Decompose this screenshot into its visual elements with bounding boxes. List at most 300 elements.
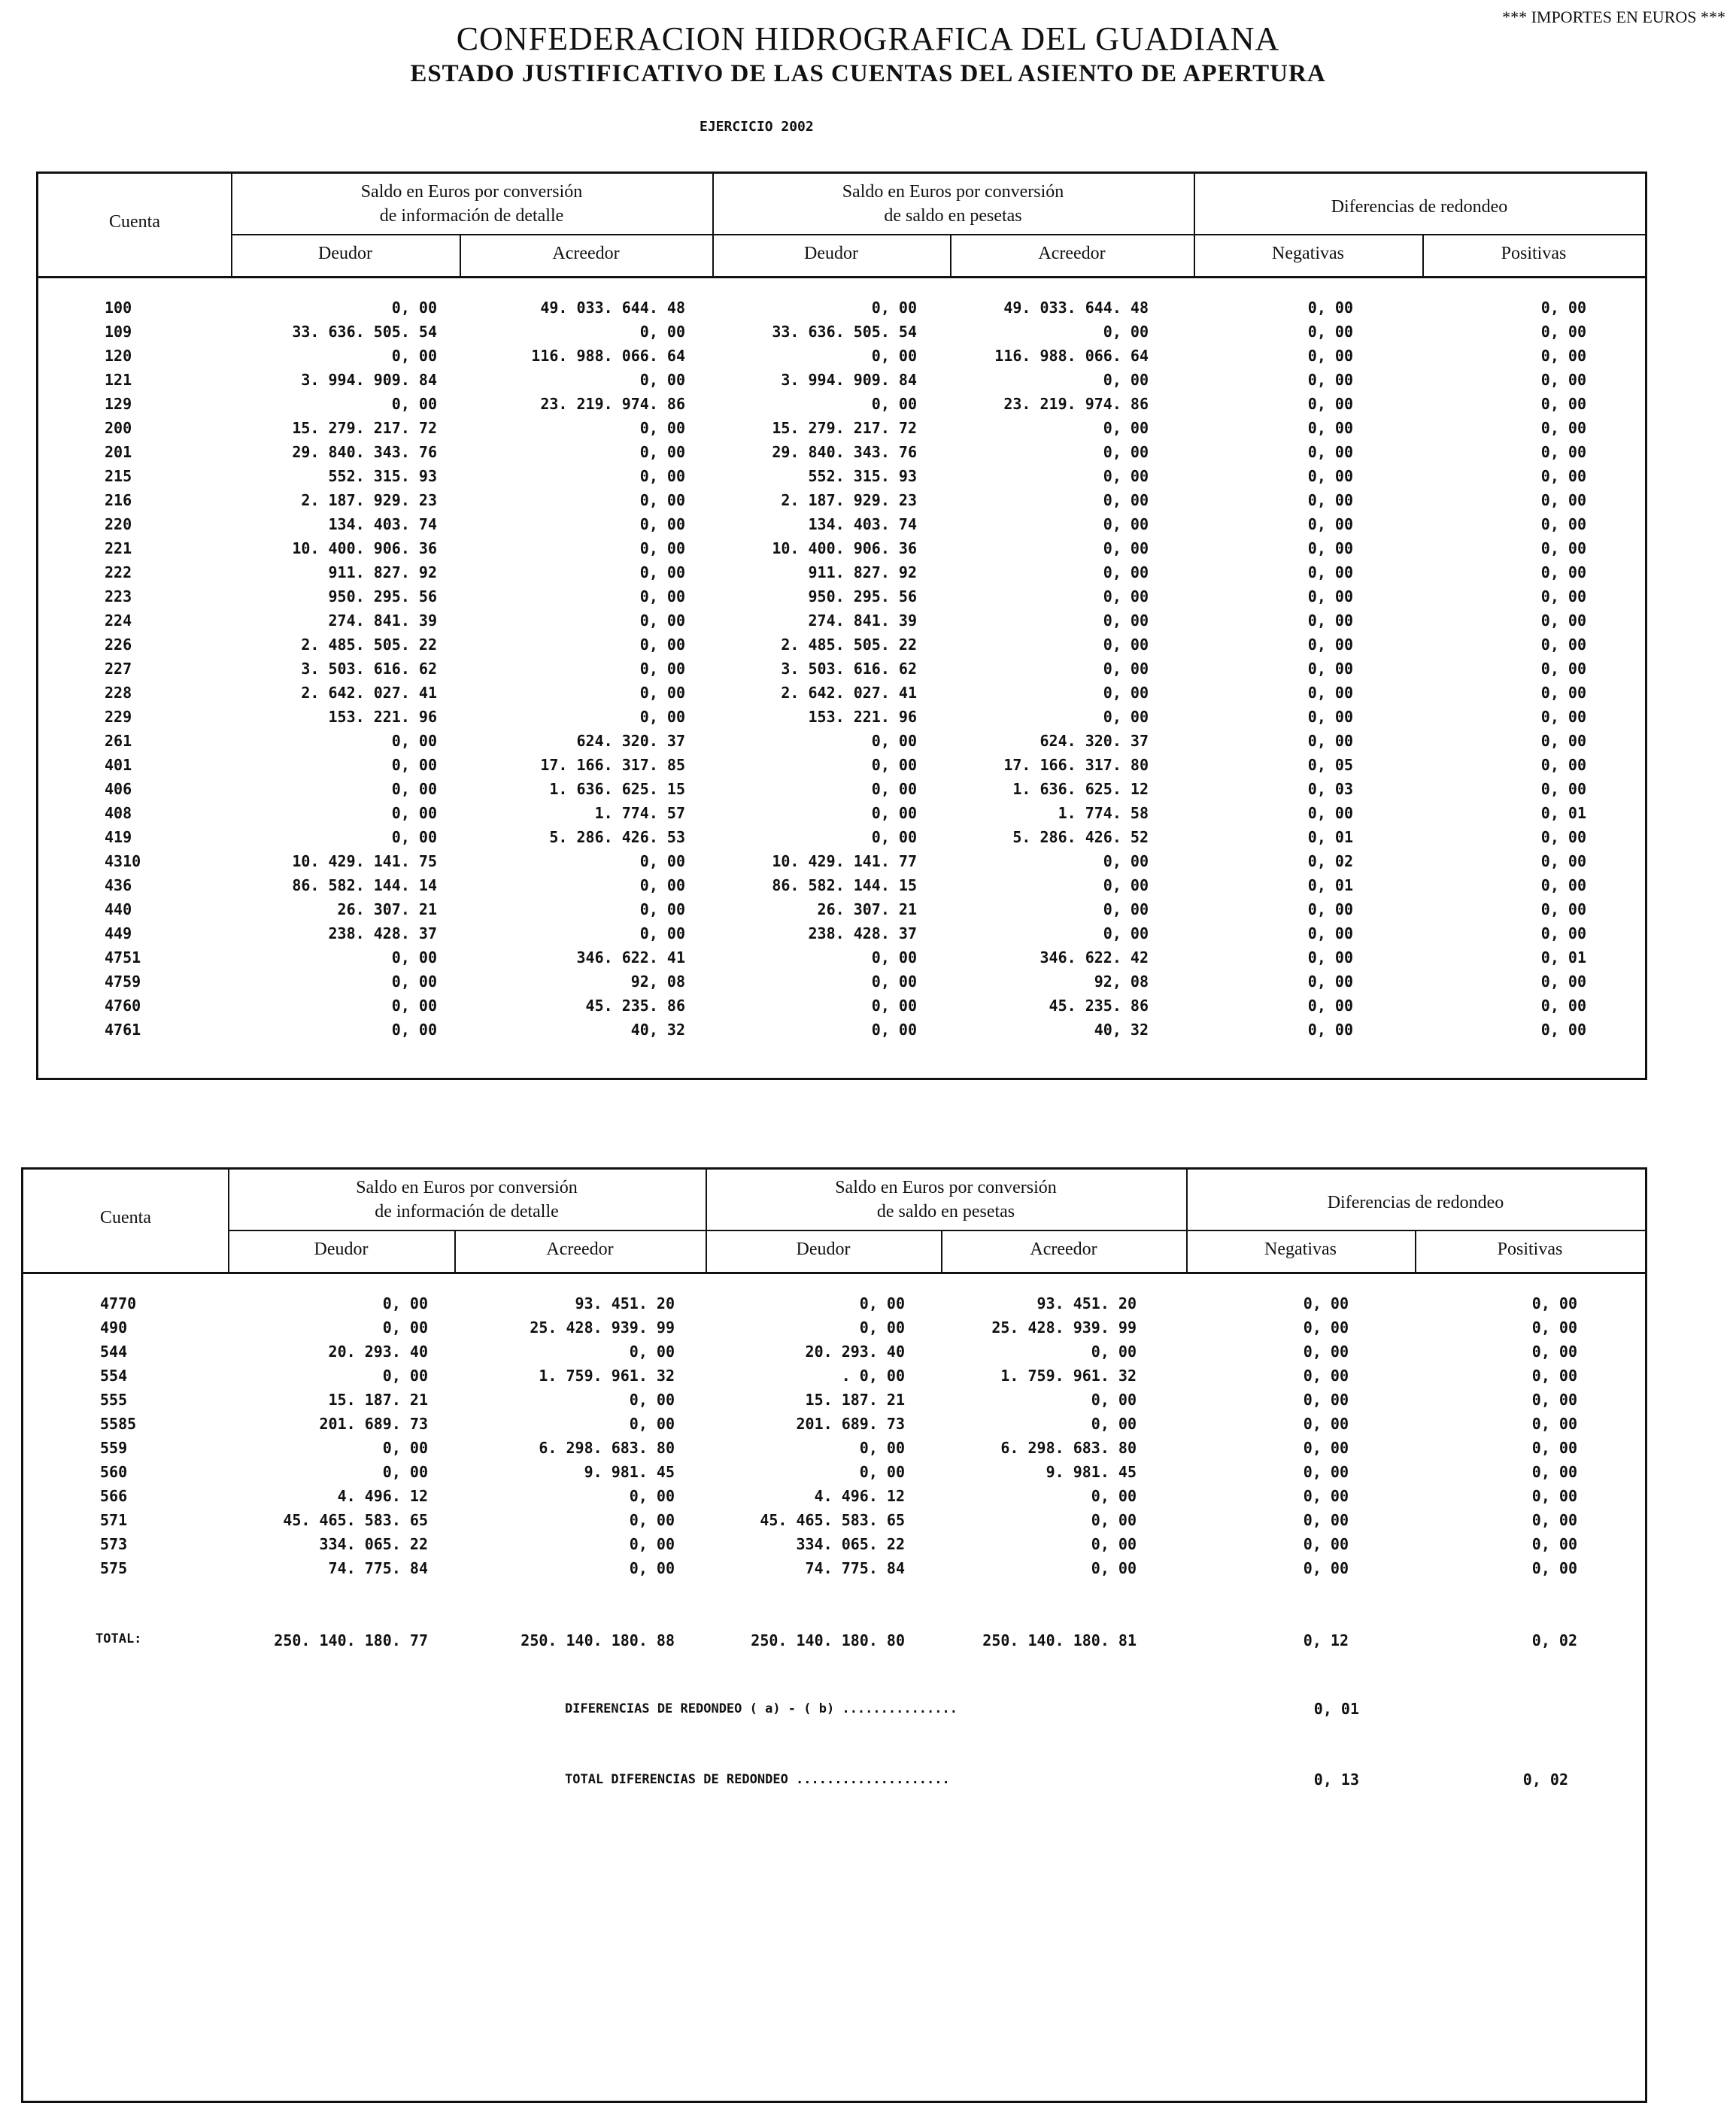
cell-pesetas-deudor: 0, 00: [871, 299, 917, 317]
cell-detalle-acreedor: 9. 981. 45: [584, 1463, 675, 1481]
cell-detalle-acreedor: 0, 00: [639, 900, 685, 918]
table-row: [38, 801, 1618, 825]
header-acreedor: Acreedor: [1038, 244, 1106, 263]
cell-detalle-acreedor: 5. 286. 426. 53: [549, 828, 685, 846]
cell-redondeo-negativas: 0, 00: [1303, 1294, 1349, 1312]
cell-cuenta: 228: [105, 684, 132, 702]
cell-detalle-deudor: 0, 00: [391, 1021, 437, 1039]
cell-pesetas-deudor: 238. 428. 37: [808, 924, 917, 942]
header-group-redondeo: Diferencias de redondeo: [1327, 1193, 1504, 1212]
table-row: [38, 440, 1618, 464]
cell-detalle-acreedor: 0, 00: [639, 636, 685, 654]
cell-detalle-acreedor: 49. 033. 644. 48: [540, 299, 685, 317]
cell-pesetas-acreedor: 25. 428. 939. 99: [991, 1318, 1137, 1337]
cell-redondeo-negativas: 0, 00: [1307, 732, 1353, 750]
cell-redondeo-positivas: 0, 01: [1540, 948, 1586, 966]
cell-pesetas-deudor: 0, 00: [871, 732, 917, 750]
cell-cuenta: 401: [105, 756, 132, 774]
cell-cuenta: 109: [105, 323, 132, 341]
cell-pesetas-deudor: 0, 00: [859, 1463, 905, 1481]
rounding-difference-label: DIFERENCIAS DE REDONDEO ( a) - ( b) ...............: [565, 1701, 958, 1716]
cell-pesetas-deudor: 0, 00: [871, 804, 917, 822]
cell-redondeo-negativas: 0, 00: [1307, 636, 1353, 654]
cell-redondeo-negativas: 0, 05: [1307, 756, 1353, 774]
cell-redondeo-negativas: 0, 00: [1303, 1535, 1349, 1553]
cell-pesetas-acreedor: 0, 00: [1091, 1535, 1137, 1553]
cell-redondeo-negativas: 0, 02: [1307, 852, 1353, 870]
cell-pesetas-acreedor: 0, 00: [1091, 1511, 1137, 1529]
cell-redondeo-positivas: 0, 00: [1540, 828, 1586, 846]
accounts-table-1: [36, 171, 1647, 1080]
header-acreedor: Acreedor: [1030, 1240, 1097, 1259]
cell-pesetas-acreedor: 0, 00: [1103, 924, 1149, 942]
table-row: [38, 945, 1618, 970]
cell-pesetas-acreedor: 0, 00: [1091, 1391, 1137, 1409]
cell-detalle-deudor: 0, 00: [382, 1318, 428, 1337]
cell-cuenta: 571: [100, 1511, 128, 1529]
cell-cuenta: 408: [105, 804, 132, 822]
cell-cuenta: 419: [105, 828, 132, 846]
cell-redondeo-positivas: 0, 00: [1540, 852, 1586, 870]
cell-detalle-acreedor: 0, 00: [639, 876, 685, 894]
cell-cuenta: 5585: [100, 1415, 137, 1433]
cell-detalle-deudor: 2. 642. 027. 41: [301, 684, 437, 702]
table-row: [38, 536, 1618, 560]
cell-pesetas-deudor: 201. 689. 73: [796, 1415, 905, 1433]
table-row: [23, 1412, 1603, 1436]
cell-redondeo-negativas: 0, 00: [1307, 684, 1353, 702]
cell-detalle-acreedor: 0, 00: [639, 467, 685, 485]
cell-redondeo-negativas: 0, 00: [1303, 1439, 1349, 1457]
cell-pesetas-acreedor: 624. 320. 37: [1039, 732, 1149, 750]
cell-detalle-deudor: 20. 293. 40: [328, 1343, 428, 1361]
table-row: [38, 584, 1618, 608]
cell-detalle-acreedor: 0, 00: [639, 419, 685, 437]
cell-pesetas-acreedor: 0, 00: [1103, 660, 1149, 678]
cell-detalle-deudor: 15. 187. 21: [328, 1391, 428, 1409]
cell-redondeo-positivas: 0, 00: [1531, 1391, 1577, 1409]
cell-detalle-deudor: 29. 840. 343. 76: [292, 443, 437, 461]
table-row: [23, 1364, 1603, 1388]
cell-pesetas-acreedor: 5. 286. 426. 52: [1012, 828, 1149, 846]
cell-pesetas-acreedor: 0, 00: [1103, 900, 1149, 918]
cell-cuenta: 554: [100, 1367, 128, 1385]
cell-detalle-deudor: 45. 465. 583. 65: [283, 1511, 428, 1529]
cell-redondeo-negativas: 0, 00: [1307, 563, 1353, 581]
cell-redondeo-negativas: 0, 00: [1307, 347, 1353, 365]
cell-detalle-deudor: 3. 994. 909. 84: [301, 371, 437, 389]
cell-detalle-acreedor: 0, 00: [639, 443, 685, 461]
cell-cuenta: 440: [105, 900, 132, 918]
header-group-pesetas-line1: Saldo en Euros por conversión: [835, 1178, 1057, 1197]
cell-redondeo-negativas: 0, 00: [1307, 900, 1353, 918]
cell-cuenta: 223: [105, 587, 132, 605]
cell-detalle-acreedor: 0, 00: [629, 1535, 675, 1553]
cell-pesetas-acreedor: 93. 451. 20: [1036, 1294, 1137, 1312]
cell-redondeo-negativas: 0, 00: [1303, 1487, 1349, 1505]
cell-detalle-deudor: 10. 400. 906. 36: [292, 539, 437, 557]
table-row: [38, 560, 1618, 584]
cell-detalle-deudor: 0, 00: [391, 732, 437, 750]
table-row: [38, 777, 1618, 801]
cell-cuenta: 221: [105, 539, 132, 557]
header-group-detalle-line2: de información de detalle: [375, 1202, 559, 1221]
cell-pesetas-deudor: 15. 187. 21: [805, 1391, 905, 1409]
fiscal-year: EJERCICIO 2002: [700, 119, 814, 135]
cell-pesetas-acreedor: 9. 981. 45: [1046, 1463, 1137, 1481]
total-pesetas-deudor: 250. 140. 180. 80: [751, 1631, 905, 1649]
cell-redondeo-positivas: 0, 00: [1540, 611, 1586, 630]
cell-detalle-acreedor: 1. 759. 961. 32: [539, 1367, 675, 1385]
cell-redondeo-positivas: 0, 00: [1540, 515, 1586, 533]
cell-pesetas-acreedor: 346. 622. 42: [1039, 948, 1149, 966]
cell-pesetas-acreedor: 0, 00: [1103, 587, 1149, 605]
cell-redondeo-positivas: 0, 00: [1531, 1511, 1577, 1529]
total-pesetas-acreedor: 250. 140. 180. 81: [982, 1631, 1137, 1649]
cell-pesetas-acreedor: 0, 00: [1103, 491, 1149, 509]
cell-detalle-acreedor: 0, 00: [629, 1487, 675, 1505]
header-acreedor: Acreedor: [546, 1240, 614, 1259]
cell-detalle-deudor: 201. 689. 73: [319, 1415, 428, 1433]
cell-pesetas-acreedor: 0, 00: [1091, 1343, 1137, 1361]
header-negativas: Negativas: [1264, 1240, 1337, 1259]
cell-pesetas-acreedor: 0, 00: [1103, 684, 1149, 702]
cell-redondeo-positivas: 0, 00: [1540, 1021, 1586, 1039]
total-label: TOTAL:: [96, 1631, 142, 1646]
header-deudor: Deudor: [314, 1240, 369, 1259]
cell-cuenta: 229: [105, 708, 132, 726]
table-row: [38, 873, 1618, 897]
total-rounding-difference-negative: 0, 13: [1313, 1771, 1359, 1789]
cell-cuenta: 566: [100, 1487, 128, 1505]
currency-note: *** IMPORTES EN EUROS ***: [1502, 8, 1725, 26]
cell-detalle-deudor: 0, 00: [391, 804, 437, 822]
cell-redondeo-negativas: 0, 00: [1307, 299, 1353, 317]
cell-detalle-deudor: 0, 00: [382, 1463, 428, 1481]
cell-detalle-acreedor: 92, 08: [630, 973, 685, 991]
total-rounding-difference-label: TOTAL DIFERENCIAS DE REDONDEO ....................: [565, 1772, 950, 1787]
header-group-pesetas-line2: de saldo en pesetas: [876, 1202, 1015, 1221]
cell-detalle-deudor: 0, 00: [391, 299, 437, 317]
table-row: [38, 488, 1618, 512]
cell-detalle-deudor: 911. 827. 92: [328, 563, 437, 581]
cell-redondeo-negativas: 0, 00: [1307, 395, 1353, 413]
cell-pesetas-deudor: 2. 485. 505. 22: [781, 636, 917, 654]
cell-redondeo-negativas: 0, 00: [1303, 1318, 1349, 1337]
cell-redondeo-negativas: 0, 00: [1307, 997, 1353, 1015]
cell-pesetas-acreedor: 0, 00: [1103, 539, 1149, 557]
cell-pesetas-deudor: 86. 582. 144. 15: [772, 876, 917, 894]
table-row: [38, 729, 1618, 753]
cell-detalle-acreedor: 1. 774. 57: [594, 804, 685, 822]
cell-pesetas-deudor: 2. 642. 027. 41: [781, 684, 917, 702]
table-row: [23, 1388, 1603, 1412]
cell-cuenta: 559: [100, 1439, 128, 1457]
cell-pesetas-acreedor: 40, 32: [1094, 1021, 1149, 1039]
cell-cuenta: 449: [105, 924, 132, 942]
cell-pesetas-deudor: 0, 00: [859, 1439, 905, 1457]
table-row: [38, 897, 1618, 921]
cell-cuenta: 222: [105, 563, 132, 581]
table-row: [38, 392, 1618, 416]
cell-redondeo-positivas: 0, 00: [1540, 347, 1586, 365]
cell-detalle-deudor: 238. 428. 37: [328, 924, 437, 942]
cell-pesetas-deudor: 74. 775. 84: [805, 1559, 905, 1577]
cell-redondeo-positivas: 0, 00: [1531, 1367, 1577, 1385]
cell-detalle-acreedor: 40, 32: [630, 1021, 685, 1039]
cell-detalle-deudor: 33. 636. 505. 54: [292, 323, 437, 341]
cell-redondeo-positivas: 0, 00: [1540, 924, 1586, 942]
cell-redondeo-positivas: 0, 00: [1531, 1343, 1577, 1361]
cell-redondeo-positivas: 0, 00: [1540, 660, 1586, 678]
cell-cuenta: 4760: [105, 997, 141, 1015]
header-negativas: Negativas: [1272, 244, 1344, 263]
cell-detalle-acreedor: 0, 00: [639, 323, 685, 341]
cell-redondeo-positivas: 0, 00: [1540, 780, 1586, 798]
cell-redondeo-positivas: 0, 00: [1540, 323, 1586, 341]
cell-pesetas-acreedor: 0, 00: [1091, 1487, 1137, 1505]
cell-pesetas-deudor: 0, 00: [871, 756, 917, 774]
cell-pesetas-deudor: 153. 221. 96: [808, 708, 917, 726]
cell-detalle-acreedor: 0, 00: [639, 852, 685, 870]
cell-pesetas-deudor: 911. 827. 92: [808, 563, 917, 581]
cell-pesetas-deudor: 274. 841. 39: [808, 611, 917, 630]
cell-redondeo-negativas: 0, 00: [1303, 1415, 1349, 1433]
cell-redondeo-positivas: 0, 00: [1540, 371, 1586, 389]
cell-cuenta: 201: [105, 443, 132, 461]
cell-cuenta: 575: [100, 1559, 128, 1577]
cell-pesetas-deudor: 0, 00: [871, 1021, 917, 1039]
cell-detalle-deudor: 26. 307. 21: [337, 900, 437, 918]
cell-detalle-deudor: 3. 503. 616. 62: [301, 660, 437, 678]
cell-pesetas-deudor: 3. 503. 616. 62: [781, 660, 917, 678]
cell-detalle-acreedor: 0, 00: [639, 684, 685, 702]
cell-pesetas-acreedor: 0, 00: [1091, 1415, 1137, 1433]
header-positivas: Positivas: [1497, 1240, 1563, 1259]
cell-cuenta: 4759: [105, 973, 141, 991]
cell-redondeo-positivas: 0, 00: [1531, 1559, 1577, 1577]
cell-detalle-deudor: 74. 775. 84: [328, 1559, 428, 1577]
cell-redondeo-positivas: 0, 00: [1531, 1487, 1577, 1505]
cell-detalle-acreedor: 6. 298. 683. 80: [539, 1439, 675, 1457]
cell-redondeo-positivas: 0, 00: [1531, 1535, 1577, 1553]
cell-pesetas-acreedor: 6. 298. 683. 80: [1000, 1439, 1137, 1457]
cell-cuenta: 406: [105, 780, 132, 798]
cell-pesetas-acreedor: 0, 00: [1103, 419, 1149, 437]
table-row: [23, 1460, 1603, 1484]
cell-redondeo-positivas: 0, 00: [1540, 997, 1586, 1015]
cell-redondeo-positivas: 0, 00: [1531, 1439, 1577, 1457]
table-row: [38, 464, 1618, 488]
cell-detalle-deudor: 552. 315. 93: [328, 467, 437, 485]
cell-pesetas-acreedor: 1. 636. 625. 12: [1012, 780, 1149, 798]
cell-pesetas-deudor: 0, 00: [871, 347, 917, 365]
cell-cuenta: 226: [105, 636, 132, 654]
header-acreedor: Acreedor: [552, 244, 620, 263]
cell-redondeo-negativas: 0, 00: [1307, 371, 1353, 389]
accounts-table-2: [21, 1167, 1647, 2103]
cell-detalle-acreedor: 0, 00: [629, 1391, 675, 1409]
cell-redondeo-negativas: 0, 00: [1307, 948, 1353, 966]
cell-detalle-acreedor: 346. 622. 41: [576, 948, 685, 966]
cell-redondeo-negativas: 0, 00: [1307, 804, 1353, 822]
cell-redondeo-positivas: 0, 00: [1540, 708, 1586, 726]
table-row: [38, 681, 1618, 705]
cell-pesetas-acreedor: 0, 00: [1103, 467, 1149, 485]
cell-detalle-acreedor: 0, 00: [639, 491, 685, 509]
table-row: [38, 705, 1618, 729]
table-row: [23, 1291, 1603, 1315]
cell-detalle-acreedor: 25. 428. 939. 99: [530, 1318, 675, 1337]
cell-pesetas-acreedor: 0, 00: [1103, 443, 1149, 461]
cell-pesetas-deudor: 0, 00: [871, 997, 917, 1015]
cell-detalle-acreedor: 0, 00: [639, 660, 685, 678]
cell-detalle-acreedor: 0, 00: [629, 1511, 675, 1529]
table-row: [38, 608, 1618, 633]
cell-cuenta: 121: [105, 371, 132, 389]
cell-redondeo-negativas: 0, 00: [1307, 491, 1353, 509]
cell-pesetas-acreedor: 0, 00: [1103, 852, 1149, 870]
cell-pesetas-deudor: 0, 00: [859, 1318, 905, 1337]
cell-detalle-deudor: 0, 00: [391, 828, 437, 846]
total-detalle-deudor: 250. 140. 180. 77: [274, 1631, 428, 1649]
cell-detalle-deudor: 134. 403. 74: [328, 515, 437, 533]
cell-pesetas-acreedor: 0, 00: [1103, 708, 1149, 726]
table-row: [38, 970, 1618, 994]
total-redondeo-positivas: 0, 02: [1531, 1631, 1577, 1649]
cell-redondeo-negativas: 0, 00: [1303, 1391, 1349, 1409]
cell-redondeo-positivas: 0, 00: [1540, 684, 1586, 702]
table-row: [23, 1484, 1603, 1508]
cell-detalle-acreedor: 0, 00: [629, 1343, 675, 1361]
cell-redondeo-positivas: 0, 00: [1540, 491, 1586, 509]
cell-redondeo-positivas: 0, 00: [1540, 900, 1586, 918]
cell-redondeo-positivas: 0, 00: [1540, 636, 1586, 654]
header-deudor: Deudor: [318, 244, 372, 263]
cell-pesetas-deudor: . 0, 00: [841, 1367, 905, 1385]
cell-pesetas-acreedor: 0, 00: [1103, 515, 1149, 533]
cell-cuenta: 573: [100, 1535, 128, 1553]
cell-redondeo-negativas: 0, 00: [1307, 467, 1353, 485]
cell-redondeo-positivas: 0, 00: [1540, 419, 1586, 437]
cell-pesetas-deudor: 334. 065. 22: [796, 1535, 905, 1553]
cell-cuenta: 490: [100, 1318, 128, 1337]
cell-detalle-deudor: 2. 187. 929. 23: [301, 491, 437, 509]
table-row: [38, 633, 1618, 657]
cell-redondeo-negativas: 0, 00: [1307, 660, 1353, 678]
cell-cuenta: 555: [100, 1391, 128, 1409]
cell-pesetas-deudor: 950. 295. 56: [808, 587, 917, 605]
cell-redondeo-negativas: 0, 03: [1307, 780, 1353, 798]
cell-redondeo-negativas: 0, 00: [1303, 1463, 1349, 1481]
cell-detalle-acreedor: 93. 451. 20: [575, 1294, 675, 1312]
cell-redondeo-negativas: 0, 00: [1303, 1367, 1349, 1385]
total-redondeo-negativas: 0, 12: [1303, 1631, 1349, 1649]
cell-detalle-deudor: 4. 496. 12: [337, 1487, 428, 1505]
cell-detalle-deudor: 0, 00: [391, 948, 437, 966]
cell-redondeo-negativas: 0, 00: [1307, 973, 1353, 991]
cell-redondeo-negativas: 0, 01: [1307, 876, 1353, 894]
cell-pesetas-deudor: 0, 00: [871, 973, 917, 991]
cell-pesetas-deudor: 33. 636. 505. 54: [772, 323, 917, 341]
cell-detalle-deudor: 0, 00: [382, 1367, 428, 1385]
cell-pesetas-acreedor: 0, 00: [1103, 876, 1149, 894]
cell-pesetas-acreedor: 23. 219. 974. 86: [1003, 395, 1149, 413]
cell-pesetas-deudor: 552. 315. 93: [808, 467, 917, 485]
cell-detalle-deudor: 274. 841. 39: [328, 611, 437, 630]
cell-redondeo-negativas: 0, 00: [1307, 443, 1353, 461]
table-row: [38, 512, 1618, 536]
cell-redondeo-positivas: 0, 00: [1540, 732, 1586, 750]
cell-cuenta: 129: [105, 395, 132, 413]
table-row: [38, 296, 1618, 320]
cell-pesetas-acreedor: 0, 00: [1103, 323, 1149, 341]
cell-detalle-deudor: 0, 00: [391, 780, 437, 798]
cell-redondeo-negativas: 0, 00: [1307, 323, 1353, 341]
cell-cuenta: 220: [105, 515, 132, 533]
cell-redondeo-positivas: 0, 00: [1531, 1318, 1577, 1337]
cell-cuenta: 100: [105, 299, 132, 317]
cell-cuenta: 544: [100, 1343, 128, 1361]
cell-redondeo-negativas: 0, 00: [1307, 515, 1353, 533]
cell-detalle-deudor: 0, 00: [382, 1439, 428, 1457]
table-row: [38, 1018, 1618, 1042]
cell-redondeo-positivas: 0, 00: [1540, 443, 1586, 461]
cell-pesetas-acreedor: 0, 00: [1091, 1559, 1137, 1577]
cell-detalle-acreedor: 0, 00: [639, 611, 685, 630]
table-row: [38, 753, 1618, 777]
cell-redondeo-negativas: 0, 00: [1307, 419, 1353, 437]
cell-detalle-deudor: 15. 279. 217. 72: [292, 419, 437, 437]
table-row: [38, 921, 1618, 945]
cell-cuenta: 216: [105, 491, 132, 509]
cell-redondeo-positivas: 0, 00: [1540, 756, 1586, 774]
table-row: [38, 657, 1618, 681]
cell-pesetas-deudor: 2. 187. 929. 23: [781, 491, 917, 509]
rounding-difference-value: 0, 01: [1313, 1700, 1359, 1718]
page-subtitle: ESTADO JUSTIFICATIVO DE LAS CUENTAS DEL ASIENTO DE APERTURA: [410, 60, 1326, 87]
cell-pesetas-deudor: 45. 465. 583. 65: [760, 1511, 905, 1529]
cell-detalle-deudor: 0, 00: [391, 395, 437, 413]
cell-detalle-acreedor: 0, 00: [639, 515, 685, 533]
cell-detalle-deudor: 0, 00: [391, 997, 437, 1015]
table-row: [23, 1556, 1603, 1580]
table-row: [23, 1315, 1603, 1340]
table-row: [23, 1508, 1603, 1532]
cell-redondeo-negativas: 0, 00: [1307, 587, 1353, 605]
header-group-detalle-line1: Saldo en Euros por conversión: [360, 182, 583, 202]
cell-detalle-acreedor: 0, 00: [639, 708, 685, 726]
cell-pesetas-deudor: 15. 279. 217. 72: [772, 419, 917, 437]
cell-detalle-acreedor: 17. 166. 317. 85: [540, 756, 685, 774]
total-row: [23, 1628, 1603, 1652]
cell-detalle-acreedor: 23. 219. 974. 86: [540, 395, 685, 413]
cell-detalle-deudor: 0, 00: [391, 756, 437, 774]
cell-redondeo-negativas: 0, 00: [1307, 708, 1353, 726]
cell-pesetas-deudor: 10. 400. 906. 36: [772, 539, 917, 557]
table-row: [38, 344, 1618, 368]
cell-pesetas-acreedor: 1. 774. 58: [1058, 804, 1149, 822]
cell-detalle-acreedor: 1. 636. 625. 15: [549, 780, 685, 798]
cell-pesetas-deudor: 0, 00: [871, 780, 917, 798]
cell-redondeo-negativas: 0, 00: [1303, 1559, 1349, 1577]
cell-redondeo-negativas: 0, 00: [1307, 924, 1353, 942]
table-row: [38, 368, 1618, 392]
cell-cuenta: 261: [105, 732, 132, 750]
cell-cuenta: 200: [105, 419, 132, 437]
cell-pesetas-acreedor: 45. 235. 86: [1049, 997, 1149, 1015]
header-deudor: Deudor: [804, 244, 858, 263]
